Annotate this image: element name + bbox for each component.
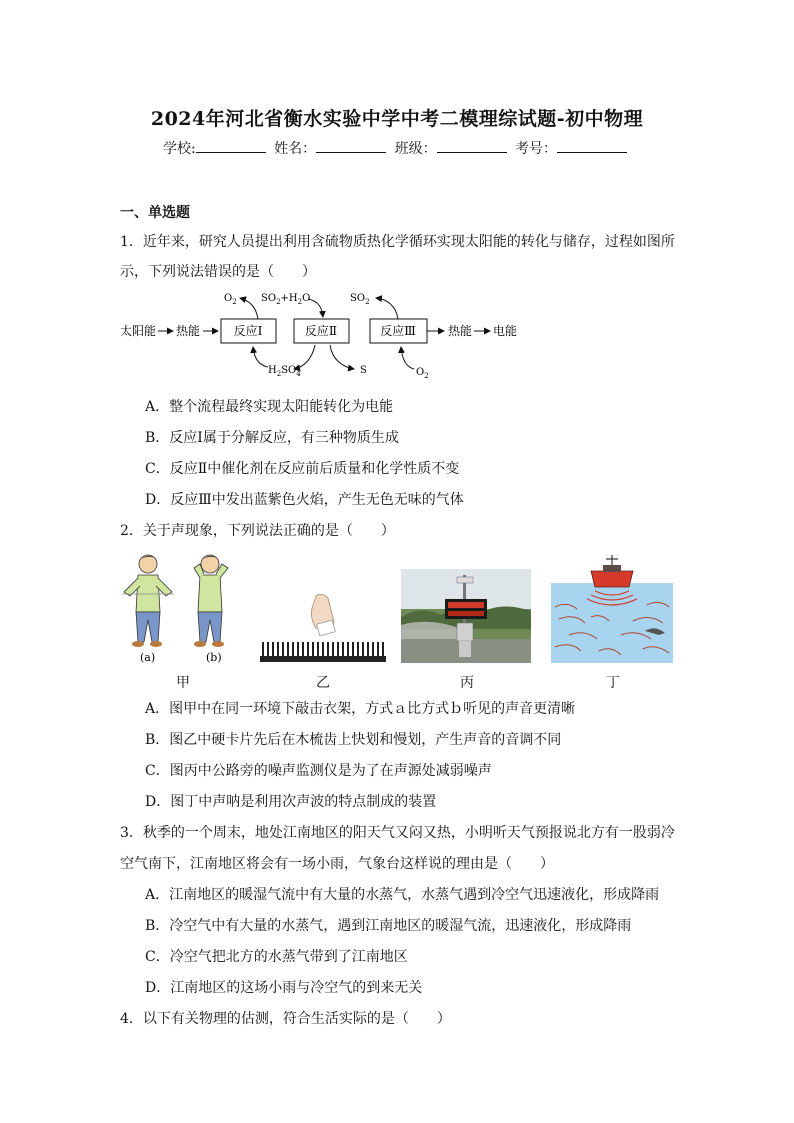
q3-option-b[interactable]: B．冷空气中有大量的水蒸气，遇到江南地区的暖湿气流，迅速液化，形成降雨	[145, 918, 632, 934]
name-blank[interactable]	[316, 140, 386, 153]
o2-top-sub: 2	[232, 298, 237, 306]
so2-top-label	[350, 293, 370, 306]
arrow-to-reaction-3	[401, 347, 414, 369]
s-label: S	[360, 365, 367, 376]
q1-option-b[interactable]: B．反应Ⅰ属于分解反应，有三种物质生成	[145, 430, 399, 446]
sulfur-cycle-diagram	[118, 287, 538, 379]
heat-label-right: 热能	[448, 324, 473, 338]
arrow-to-reaction-1	[253, 347, 268, 367]
caption-jia: 甲	[176, 675, 190, 691]
reaction-3-label: 反应Ⅲ	[380, 324, 416, 338]
q4-stem: 4．以下有关物理的估测，符合生活实际的是（ ）	[120, 1011, 451, 1027]
reaction-1-label: 反应Ⅰ	[233, 324, 263, 338]
heat-label-left: 热能	[176, 324, 201, 338]
h2so4-label	[268, 365, 301, 378]
o2-top-o: O	[224, 293, 233, 304]
q2-option-c[interactable]: C．图丙中公路旁的噪声监测仪是为了在声源处减弱噪声	[145, 763, 492, 779]
class-label: 班级：	[394, 141, 437, 157]
q3-option-d[interactable]: D．江南地区的这场小雨与冷空气的到来无关	[145, 980, 423, 996]
page-title: 2024年河北省衡水实验中学中考二模理综试题-初中物理	[150, 108, 644, 130]
h2so4-so: SO	[281, 365, 297, 376]
o2-bottom-sub: 2	[424, 372, 429, 379]
so2-h2o-h: +H	[280, 293, 298, 304]
so2-top-so: SO	[350, 293, 366, 304]
so2-top-sub: 2	[365, 298, 370, 306]
label-a: (a)	[140, 651, 156, 664]
h2so4-sub2: 2	[276, 370, 282, 378]
h2so4-h: H	[268, 365, 277, 376]
id-blank[interactable]	[557, 140, 627, 153]
q3-option-c[interactable]: C．冷空气把北方的水蒸气带到了江南地区	[145, 949, 408, 965]
q3-stem-line-1: 3．秋季的一个周末，地处江南地区的阳天气又闷又热，小明听天气预报说北方有一股弱冷	[120, 825, 675, 841]
o2-top-label	[224, 293, 237, 306]
o2-bottom-o: O	[416, 367, 425, 378]
q2-stem: 2．关于声现象，下列说法正确的是（ ）	[120, 523, 395, 539]
q1-stem-line-1: 1．近年来，研究人员提出利用含硫物质热化学循环实现太阳能的转化与储存，过程如图所	[120, 234, 675, 250]
so2-h2o-sub2: 2	[297, 298, 303, 306]
arrow-to-o2	[240, 298, 258, 319]
q3-stem-line-2: 空气南下，江南地区将会有一场小雨，气象台这样说的理由是（ ）	[120, 856, 554, 872]
label-b: (b)	[206, 651, 222, 664]
school-label: 学校:	[162, 141, 196, 157]
figure-ding-sonar-ship	[551, 555, 673, 663]
q1-stem-line-2: 示，下列说法错误的是（ ）	[120, 264, 316, 280]
arrow-to-so2	[376, 298, 398, 319]
student-info-row	[0, 138, 794, 158]
figure-bing-noise-monitor-photo	[401, 569, 531, 663]
caption-ding: 丁	[606, 675, 620, 691]
so2-h2o-o: O	[302, 293, 311, 304]
q1-option-a[interactable]: A．整个流程最终实现太阳能转化为电能	[145, 399, 394, 415]
q1-option-c[interactable]: C．反应Ⅱ中催化剂在反应前后质量和化学性质不变	[145, 461, 460, 477]
o2-bottom-label	[416, 367, 429, 379]
q2-option-b[interactable]: B．图乙中硬卡片先后在木梳齿上快划和慢划，产生声音的音调不同	[145, 732, 562, 748]
q1-option-d[interactable]: D．反应Ⅲ中发出蓝紫色火焰，产生无色无味的气体	[145, 492, 464, 508]
arrow-to-h2so4	[294, 345, 315, 369]
name-label: 姓名：	[274, 141, 317, 157]
school-blank[interactable]	[196, 140, 266, 153]
electric-energy-label: 电能	[493, 324, 518, 338]
reaction-2-label: 反应Ⅱ	[304, 324, 338, 338]
so2-h2o-so: SO	[261, 293, 277, 304]
q3-option-a[interactable]: A．江南地区的暖湿气流中有大量的水蒸气，水蒸气遇到冷空气迅速液化，形成降雨	[145, 887, 660, 903]
sun-energy-label: 太阳能	[120, 324, 157, 338]
q2-option-d[interactable]: D．图丁中声呐是利用次声波的特点制成的装置	[145, 794, 437, 810]
caption-bing: 丙	[460, 675, 474, 691]
so2-h2o-sub1: 2	[276, 298, 281, 306]
h2so4-sub4: 4	[296, 370, 301, 378]
section-heading: 一、单选题	[120, 205, 190, 221]
figure-yi-comb	[258, 592, 388, 664]
arrow-to-s	[330, 345, 354, 369]
so2-h2o-label	[261, 293, 310, 306]
figure-jia-boys	[118, 550, 238, 665]
class-blank[interactable]	[437, 140, 507, 153]
caption-yi: 乙	[316, 675, 330, 691]
q2-option-a[interactable]: A．图甲中在同一环境下敲击衣架，方式ａ比方式ｂ听见的声音更清晰	[145, 701, 576, 717]
id-label: 考号：	[515, 141, 558, 157]
